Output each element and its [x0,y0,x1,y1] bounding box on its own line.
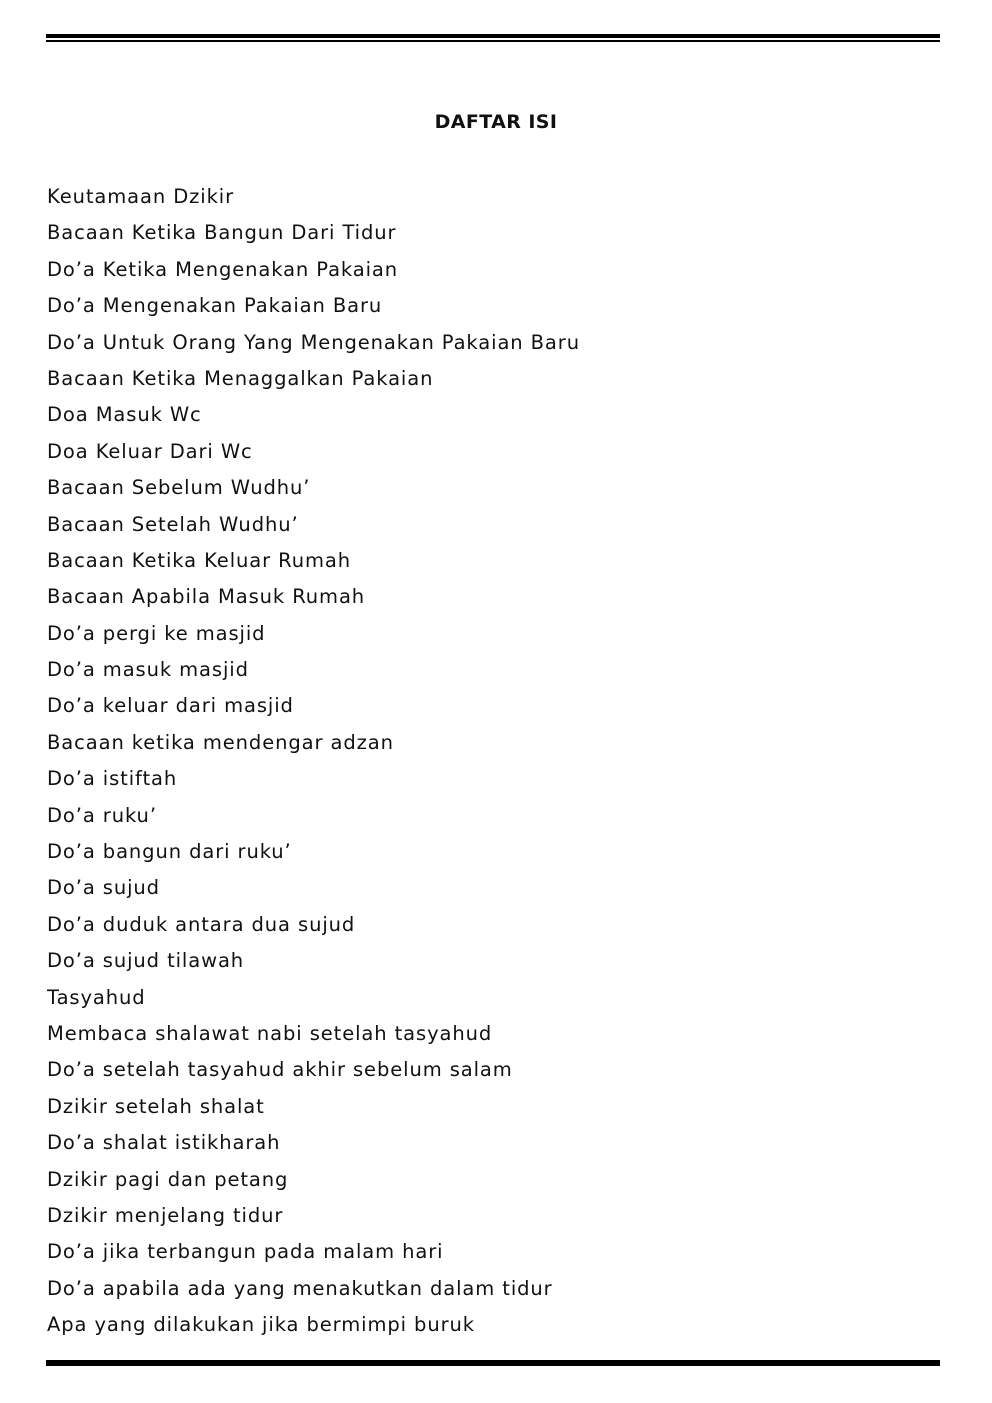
toc-entry: Do’a apabila ada yang menakutkan dalam tidur [47,1276,553,1300]
toc-entry: Apa yang dilakukan jika bermimpi buruk [47,1313,475,1337]
toc-entry: Do’a bangun dari ruku’ [47,840,292,864]
toc-entry: Doa Keluar Dari Wc [47,439,253,463]
toc-entry: Do’a setelah tasyahud akhir sebelum salam [47,1058,513,1082]
toc-entry: Keutamaan Dzikir [47,185,235,208]
bottom-border-thick-line [46,1360,940,1366]
toc-entry: Do’a duduk antara dua sujud [47,912,356,936]
bottom-border-rule [46,1360,940,1368]
toc-entry: Do’a masuk masjid [47,658,249,682]
top-border-thin-line [46,40,940,42]
toc-entry: Do’a Untuk Orang Yang Mengenakan Pakaian Baru [47,330,580,354]
table-of-contents [47,182,580,1347]
toc-entry: Bacaan Ketika Menaggalkan Pakaian [47,366,434,390]
toc-entry: Bacaan Apabila Masuk Rumah [47,585,366,609]
toc-entry: Dzikir menjelang tidur [47,1203,284,1227]
toc-entry: Membaca shalawat nabi setelah tasyahud [47,1021,493,1045]
top-border-rule [46,34,940,42]
toc-entry: Do’a keluar dari masjid [47,694,294,718]
toc-entry: Do’a Ketika Mengenakan Pakaian [47,257,399,281]
toc-entry: Do’a Mengenakan Pakaian Baru [47,294,383,318]
toc-entry: Bacaan Ketika Keluar Rumah [47,548,351,572]
toc-entry: Do’a shalat istikharah [47,1131,281,1155]
toc-entry: Do’a istiftah [47,767,178,791]
toc-entry: Do’a sujud tilawah [47,949,245,973]
toc-entry: Do’a pergi ke masjid [47,621,266,645]
toc-entry: Bacaan Sebelum Wudhu’ [47,476,311,500]
toc-entry: Dzikir pagi dan petang [47,1167,289,1191]
toc-entry: Doa Masuk Wc [47,403,202,427]
toc-entry: Do’a jika terbangun pada malam hari [47,1240,444,1264]
toc-entry: Bacaan Ketika Bangun Dari Tidur [47,221,397,245]
toc-entry: Bacaan Setelah Wudhu’ [47,512,299,536]
toc-entry: Bacaan ketika mendengar adzan [47,730,394,754]
toc-entry: Do’a sujud [47,876,160,900]
top-border-thick-line [46,34,940,38]
toc-entry: Tasyahud [47,985,146,1009]
toc-entry: Do’a ruku’ [47,803,157,827]
page-title: DAFTAR ISI [434,111,558,133]
toc-entry: Dzikir setelah shalat [47,1094,265,1118]
